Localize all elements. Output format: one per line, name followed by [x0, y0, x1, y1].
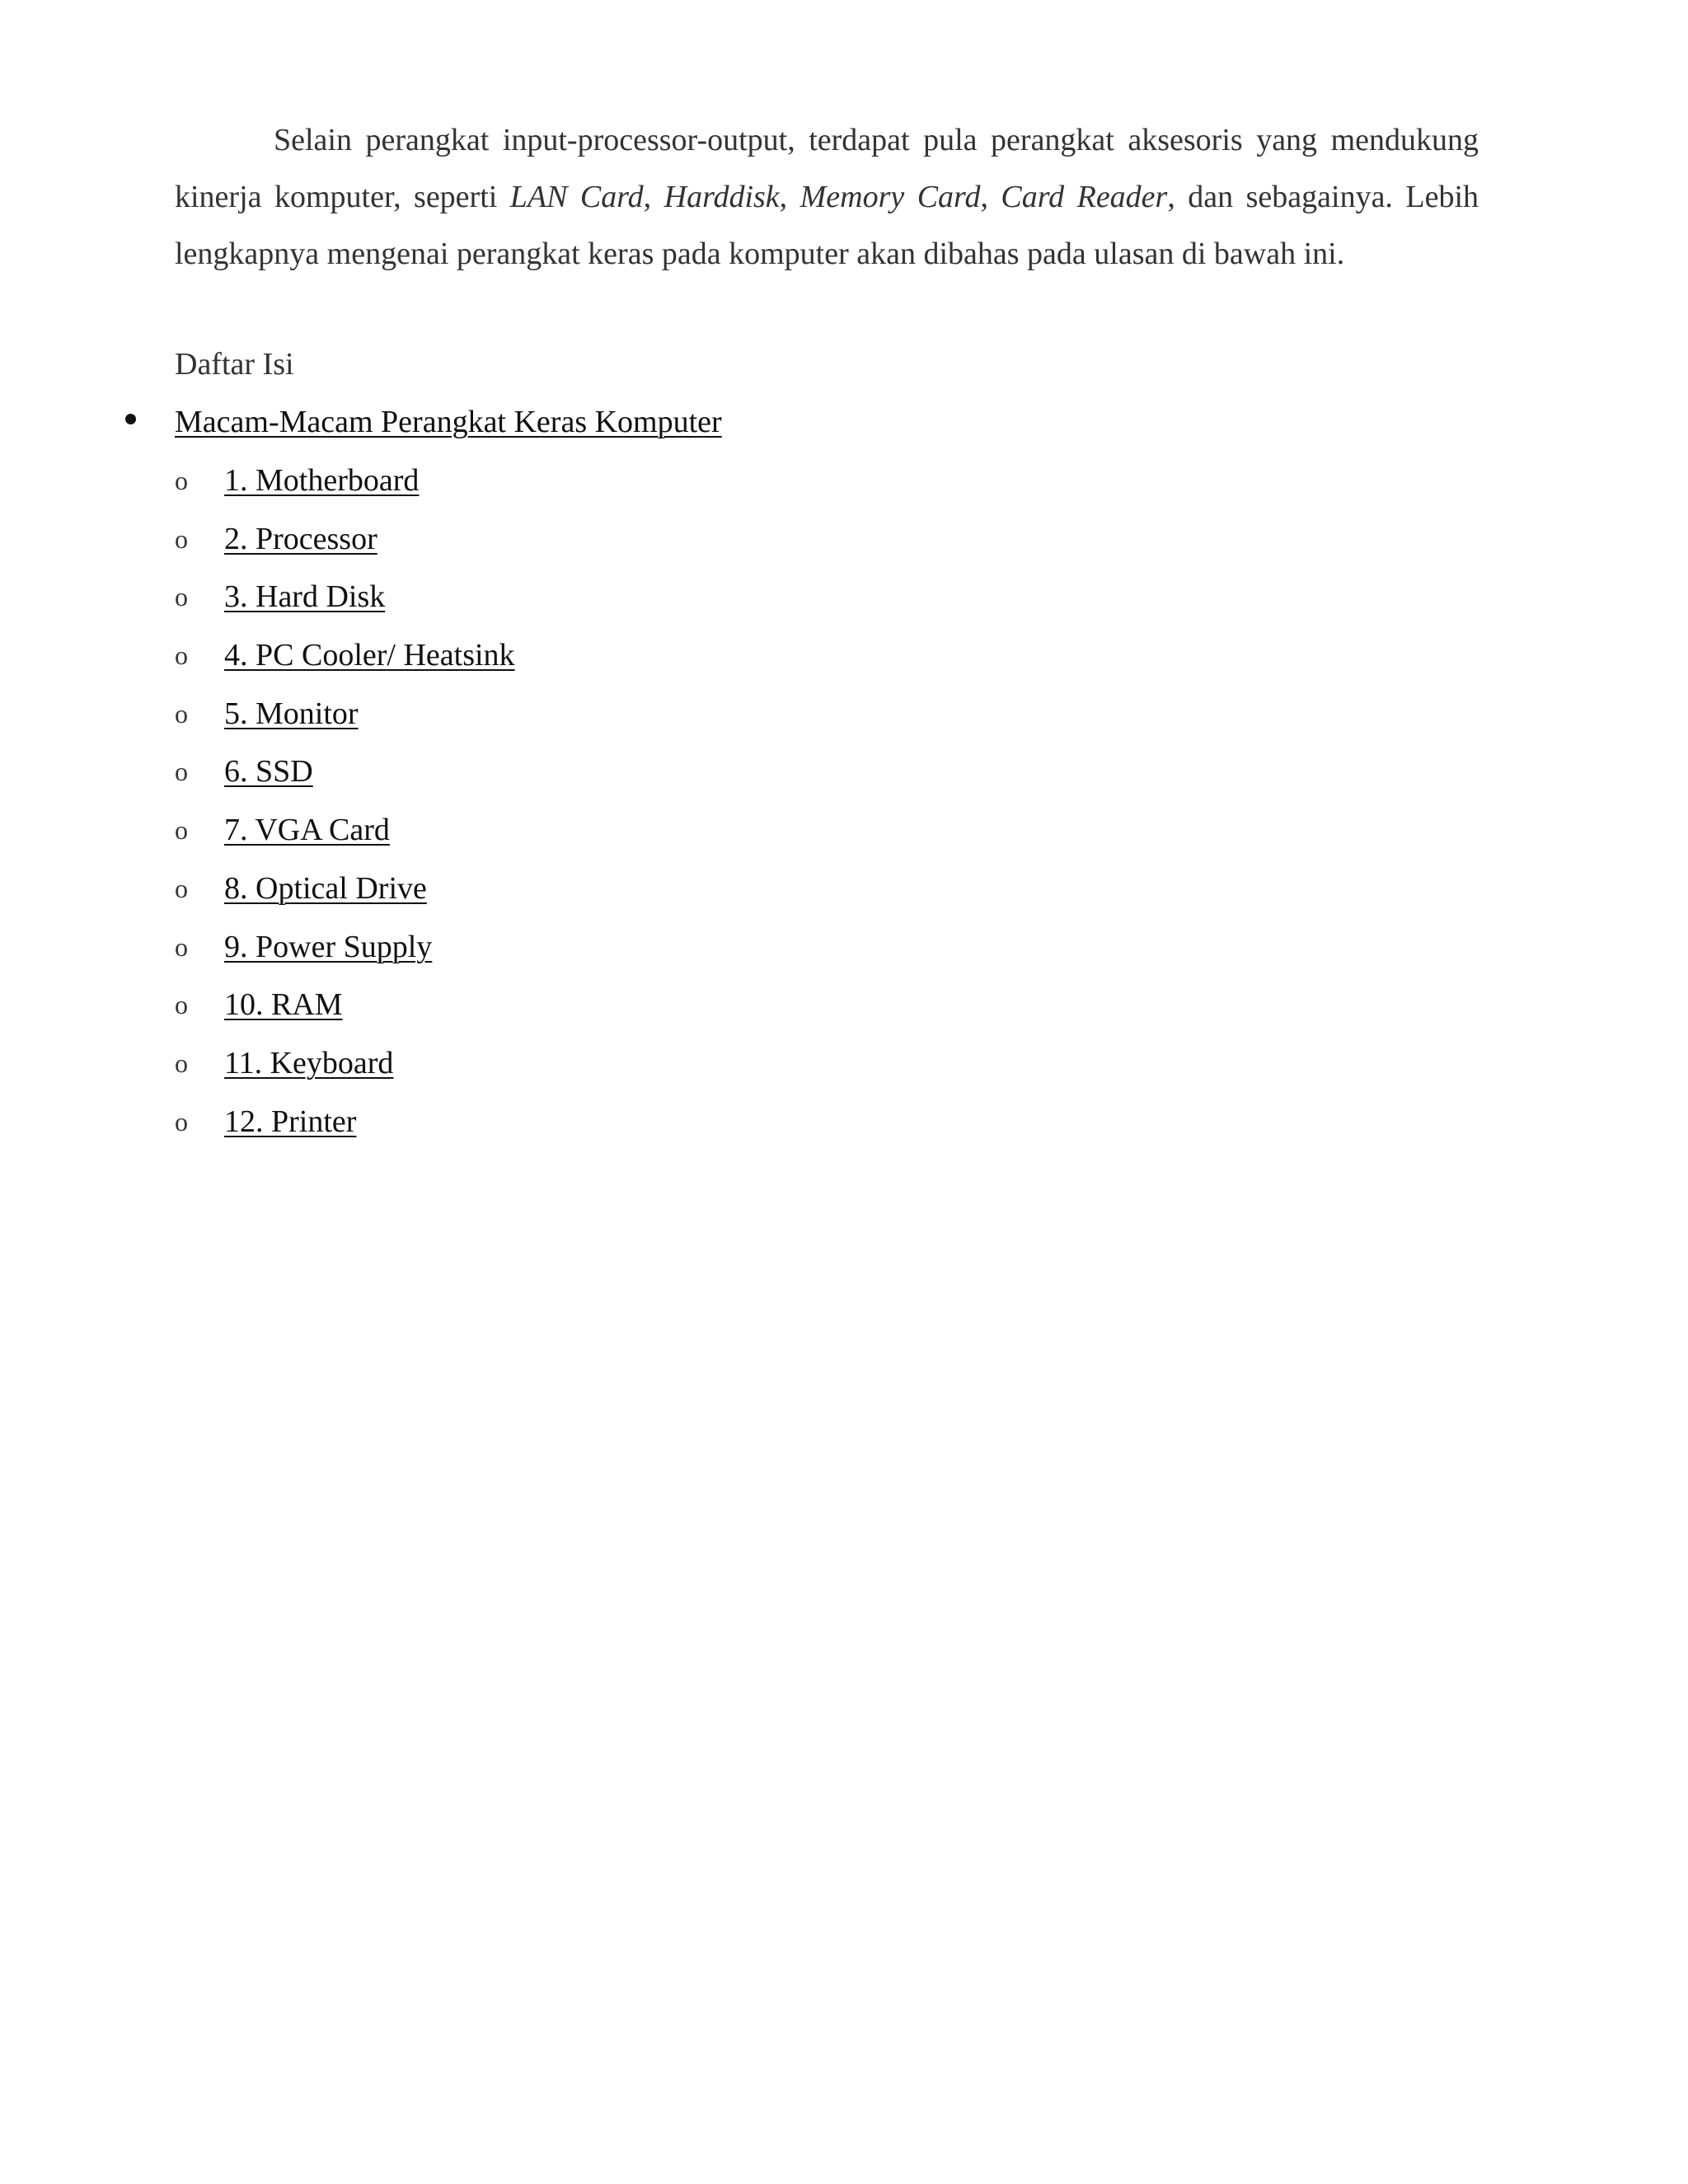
- toc-link-hard-disk[interactable]: 3. Hard Disk: [224, 579, 386, 615]
- toc-link-power-supply[interactable]: 9. Power Supply: [224, 929, 433, 964]
- intro-paragraph: [175, 112, 1479, 283]
- italic-card-reader: Card Reader: [1001, 180, 1168, 214]
- italic-memory-card: Memory Card: [799, 180, 981, 214]
- toc-main-item: [175, 394, 722, 451]
- circle-bullet-icon: o: [175, 873, 188, 903]
- circle-bullet-icon: o: [175, 1047, 188, 1078]
- circle-bullet-icon: o: [175, 640, 188, 671]
- toc-link-pc-cooler[interactable]: 4. PC Cooler/ Heatsink: [224, 638, 515, 673]
- toc-link-optical-drive[interactable]: 8. Optical Drive: [224, 870, 427, 906]
- separator: ,: [980, 180, 1001, 214]
- circle-bullet-icon: o: [175, 582, 188, 612]
- toc-link-ram[interactable]: 10. RAM: [224, 987, 343, 1023]
- paragraph-text-1: Selain perangkat input-processor-output, terdapat pula perangkat aksesoris yang mendukung kinerja komputer, seperti: [175, 123, 1479, 214]
- toc-link-printer[interactable]: 12. Printer: [224, 1104, 357, 1139]
- circle-bullet-icon: o: [175, 698, 188, 729]
- circle-bullet-icon: o: [175, 757, 188, 787]
- circle-bullet-icon: o: [175, 815, 188, 846]
- toc-link-motherboard[interactable]: 1. Motherboard: [224, 463, 420, 498]
- paragraph-text-2: , dan sebagainya. Lebih lengkapnya mengenai perangkat keras pada komputer akan dibahas pada ulasan di bawah ini.: [175, 180, 1479, 271]
- italic-harddisk: Harddisk: [663, 180, 780, 214]
- circle-bullet-icon: o: [175, 931, 188, 962]
- circle-bullet-icon: o: [175, 523, 188, 554]
- circle-bullet-icon: o: [175, 1106, 188, 1137]
- toc-link-keyboard[interactable]: 11. Keyboard: [224, 1045, 394, 1080]
- separator: ,: [779, 180, 800, 214]
- toc-title: Daftar Isi: [175, 347, 294, 382]
- circle-bullet-icon: o: [175, 466, 188, 495]
- separator: ,: [643, 180, 664, 214]
- toc-link-macam-macam[interactable]: Macam-Macam Perangkat Keras Komputer: [175, 405, 722, 439]
- toc-link-processor[interactable]: 2. Processor: [224, 521, 377, 556]
- toc-link-ssd[interactable]: 6. SSD: [224, 754, 313, 790]
- bullet-icon: [125, 414, 136, 424]
- italic-lan-card: LAN Card: [509, 180, 644, 214]
- toc-link-monitor[interactable]: 5. Monitor: [224, 696, 359, 731]
- toc-link-vga-card[interactable]: 7. VGA Card: [224, 813, 390, 848]
- circle-bullet-icon: o: [175, 990, 188, 1020]
